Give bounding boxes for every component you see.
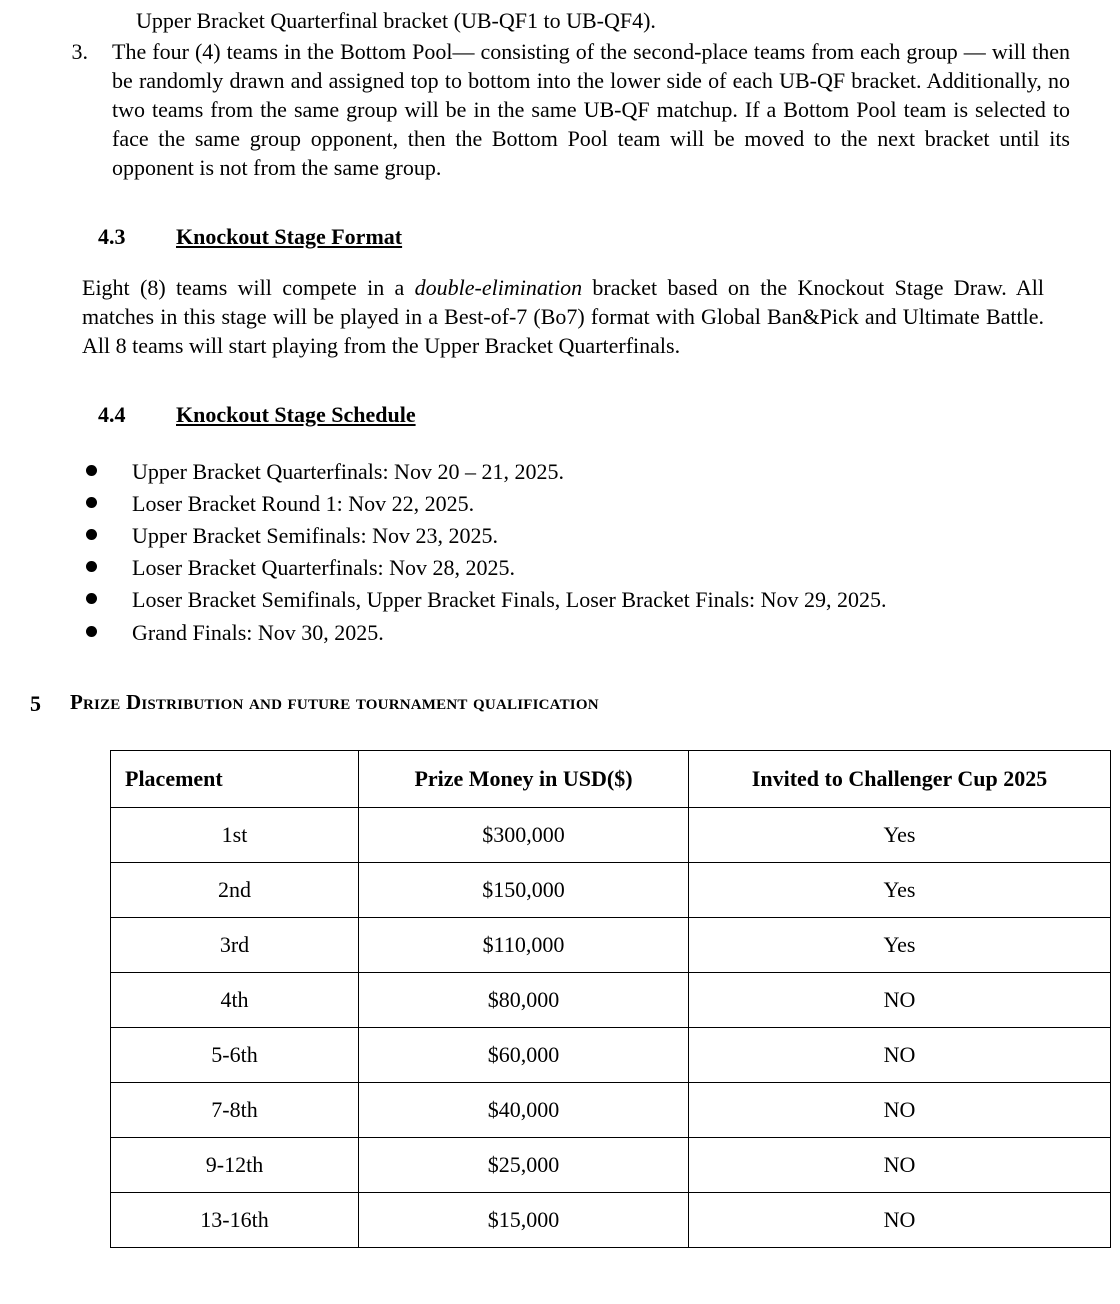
cell-invited: NO bbox=[689, 972, 1111, 1027]
bullet-icon bbox=[86, 525, 132, 544]
table-row bbox=[111, 917, 1111, 972]
cell-invited: Yes bbox=[689, 862, 1111, 917]
schedule-entry: Upper Bracket Semifinals: Nov 23, 2025. bbox=[132, 523, 498, 549]
cell-placement: 4th bbox=[111, 972, 359, 1027]
cell-placement: 5-6th bbox=[111, 1027, 359, 1082]
cell-prize: $25,000 bbox=[359, 1137, 689, 1192]
list-item bbox=[86, 618, 1120, 647]
list-item bbox=[86, 521, 1120, 550]
schedule-entry: Loser Bracket Quarterfinals: Nov 28, 2025. bbox=[132, 555, 516, 581]
knockout-schedule-list bbox=[86, 457, 1120, 646]
heading-4-4 bbox=[98, 400, 1120, 429]
table-row bbox=[111, 1192, 1111, 1247]
cell-invited: NO bbox=[689, 1192, 1111, 1247]
table-row bbox=[111, 862, 1111, 917]
cell-invited: Yes bbox=[689, 807, 1111, 862]
list-item bbox=[86, 457, 1120, 486]
cell-invited: Yes bbox=[689, 917, 1111, 972]
schedule-entry: Loser Bracket Semifinals, Upper Bracket Finals, Loser Bracket Finals: Nov 29, 2025. bbox=[132, 587, 887, 613]
heading-4-4-number: 4.4 bbox=[98, 402, 126, 428]
bullet-icon bbox=[86, 557, 132, 576]
section-5-number: 5 bbox=[30, 690, 41, 716]
column-header-prize-money: Prize Money in USD($) bbox=[359, 750, 689, 807]
cell-placement: 7-8th bbox=[111, 1082, 359, 1137]
cell-placement: 3rd bbox=[111, 917, 359, 972]
column-header-placement: Placement bbox=[111, 750, 359, 807]
cell-prize: $150,000 bbox=[359, 862, 689, 917]
column-header-invited: Invited to Challenger Cup 2025 bbox=[689, 750, 1111, 807]
continued-paragraph: Upper Bracket Quarterfinal bracket (UB-QF1 to UB-QF4). bbox=[136, 8, 656, 33]
cell-invited: NO bbox=[689, 1137, 1111, 1192]
cell-prize: $60,000 bbox=[359, 1027, 689, 1082]
table-row bbox=[111, 1082, 1111, 1137]
heading-4-3 bbox=[98, 222, 1120, 251]
cell-placement: 1st bbox=[111, 807, 359, 862]
heading-section-5 bbox=[30, 689, 1120, 718]
prize-distribution-table bbox=[110, 750, 1111, 1248]
cell-invited: NO bbox=[689, 1027, 1111, 1082]
cell-prize: $15,000 bbox=[359, 1192, 689, 1247]
schedule-entry: Grand Finals: Nov 30, 2025. bbox=[132, 619, 384, 645]
bullet-icon bbox=[86, 622, 132, 641]
knockout-stage-format-paragraph bbox=[82, 273, 1044, 360]
heading-4-3-title: Knockout Stage Format bbox=[176, 224, 403, 250]
table-row bbox=[111, 1137, 1111, 1192]
cell-placement: 2nd bbox=[111, 862, 359, 917]
table-header-row bbox=[111, 750, 1111, 807]
list-item bbox=[86, 489, 1120, 518]
cell-invited: NO bbox=[689, 1082, 1111, 1137]
table-row bbox=[111, 972, 1111, 1027]
numbered-list-item bbox=[70, 37, 1070, 182]
paragraph-part-1: Eight (8) teams will compete in a bbox=[82, 275, 415, 301]
cell-prize: $300,000 bbox=[359, 807, 689, 862]
cell-placement: 13-16th bbox=[111, 1192, 359, 1247]
cell-prize: $40,000 bbox=[359, 1082, 689, 1137]
list-item bbox=[86, 585, 1120, 614]
cell-placement: 9-12th bbox=[111, 1137, 359, 1192]
schedule-entry: Upper Bracket Quarterfinals: Nov 20 – 21, 2025. bbox=[132, 459, 564, 485]
cell-prize: $80,000 bbox=[359, 972, 689, 1027]
bullet-icon bbox=[86, 461, 132, 480]
list-item-text: The four (4) teams in the Bottom Pool— consisting of the second-place teams from each group — will then be randomly drawn and assigned top to bottom into the lower side of each UB-QF bracket. Additionally, no two teams from the same group will be in the same UB-QF matchup. If a Bottom Pool team is selected to face the same group opponent, then the Bottom Pool team will be moved to the next bracket until its opponent is not from the same group. bbox=[112, 39, 1070, 181]
list-item-number: 3. bbox=[71, 39, 88, 65]
heading-4-3-number: 4.3 bbox=[98, 224, 126, 250]
section-5-title: Prize Distribution and future tournament qualification bbox=[70, 689, 599, 714]
schedule-entry: Loser Bracket Round 1: Nov 22, 2025. bbox=[132, 491, 475, 517]
cell-prize: $110,000 bbox=[359, 917, 689, 972]
heading-4-4-title: Knockout Stage Schedule bbox=[176, 402, 416, 428]
bullet-icon bbox=[86, 589, 132, 608]
list-item bbox=[86, 553, 1120, 582]
paragraph-part-2: bracket based on the Knockout Stage Draw. All matches in this stage will be played in a Best-of-7 (Bo7) format with Global Ban&Pick and Ultimate Battle. All 8 teams will start playing from the Upper Bracket Quarterfinals. bbox=[82, 275, 1044, 359]
paragraph-italic-term: double-elimination bbox=[414, 275, 583, 301]
table-row bbox=[111, 807, 1111, 862]
table-row bbox=[111, 1027, 1111, 1082]
bullet-icon bbox=[86, 493, 132, 512]
